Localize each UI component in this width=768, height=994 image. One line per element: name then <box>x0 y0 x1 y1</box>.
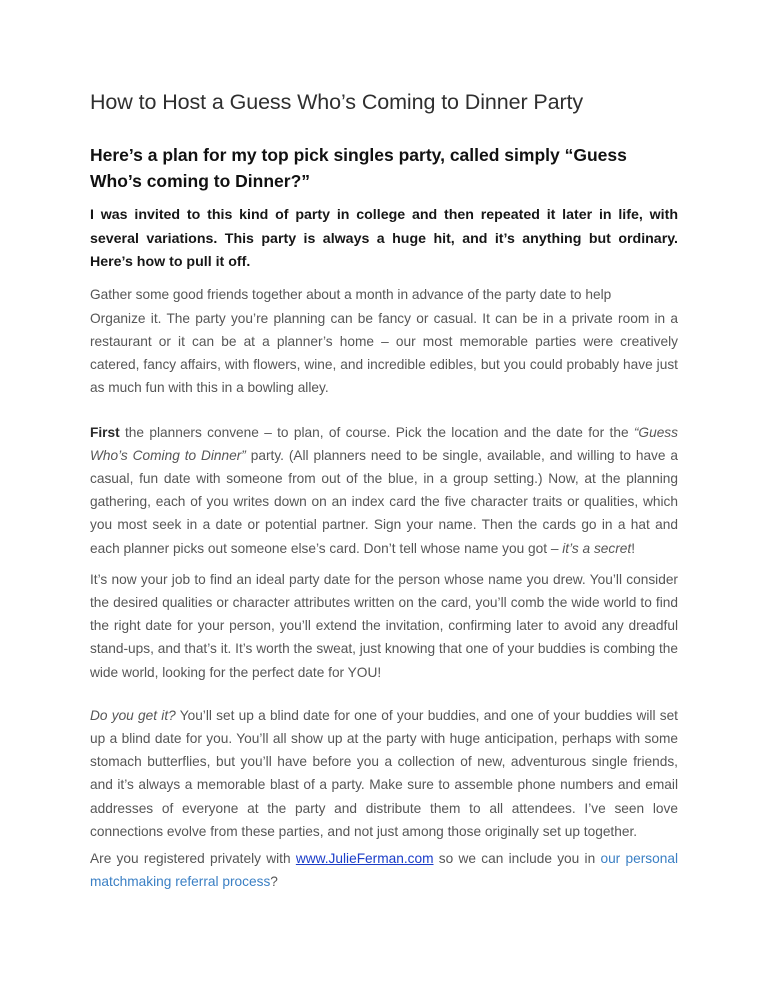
registered-paragraph <box>90 847 678 893</box>
party-name: “Guess Who’s Coming to Dinner” <box>90 424 678 463</box>
registered-mid: so we can include you in <box>433 850 601 866</box>
first-end: ! <box>631 540 636 556</box>
first-text-1: the planners convene – to plan, of course. Pick the location and the date for the <box>119 424 634 440</box>
page-title: How to Host a Guess Who’s Coming to Dinner Party <box>90 90 584 114</box>
first-text-2: party. (All planners need to be single, available, and willing to have a casual, fun date with someone from out of the blue, in a group setting.) Now, at the planning gathering, each of you writes down on an index card the five character traits or qualities, which you most seek in a date or potential partner. Sign your name. Then the cards go in a hat and each planner picks out someone else’s card. Don’t tell whose name you got – <box>90 447 678 556</box>
site-link[interactable]: www.JulieFerman.com <box>295 850 434 866</box>
doyou-lead: Do you get it? <box>90 707 176 723</box>
gather-paragraph: Gather some good friends together about a month in advance of the party date to help <box>90 286 612 302</box>
doyou-text: You’ll set up a blind date for one of your buddies, and one of your buddies will set up a blind date for you. You’ll all show up at the party with huge anticipation, perhaps with some stomach butterflies, but you’ll have before you a collection of new, adventurous single friends, and it’s always a memorable blast of a party. Make sure to assemble phone numbers and email addresses of everyone at the party and distribute them to all attendees. I’ve seen love connections evolve from these parties, and not just among those originally set up together. <box>90 707 678 839</box>
first-lead: First <box>90 424 120 440</box>
registered-end: ? <box>270 874 278 890</box>
intro-paragraph: I was invited to this kind of party in college and then repeated it later in life, with several variations. This party is always a huge hit, and it’s anything but ordinary. Here’s how to pull it off. <box>90 207 678 270</box>
registered-pre: Are you registered privately with <box>90 850 296 866</box>
now-paragraph: It’s now your job to find an ideal party date for the person whose name you drew. You’ll consider the desired qualities or character attributes written on the card, you’ll comb the wide world to find the right date for your person, you’ll extend the invitation, confirming later to avoid any dreadful stand-ups, and that’s it. It’s worth the sweat, just knowing that one of your buddies is combing the wide world, looking for the perfect date for YOU! <box>90 571 678 680</box>
referral-process-link[interactable]: our personal matchmaking referral process <box>90 850 678 890</box>
document-body <box>90 88 678 893</box>
first-paragraph <box>90 421 678 560</box>
secret-phrase: it’s a secret <box>562 540 632 556</box>
organize-paragraph: Organize it. The party you’re planning can be fancy or casual. It can be in a private room in a restaurant or it can be at a planner’s home – our most memorable parties were creatively catered, fancy affairs, with flowers, wine, and incredible edibles, but you could probably have just as much fun with this in a bowling alley. <box>90 310 678 396</box>
subtitle: Here’s a plan for my top pick singles party, called simply “Guess Who’s coming to Dinner?” <box>90 145 627 191</box>
doyou-paragraph <box>90 704 678 843</box>
